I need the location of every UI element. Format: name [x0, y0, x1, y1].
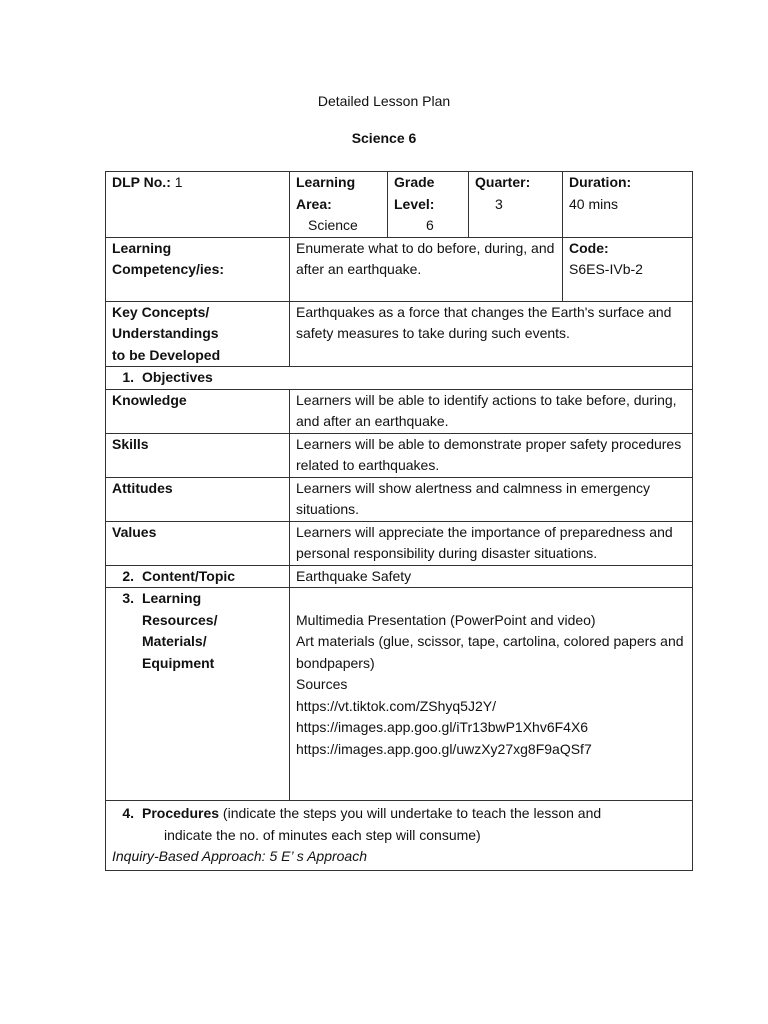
source-link[interactable]: https://images.app.goo.gl/uwzXy27xg8F9aQSf7	[296, 740, 592, 757]
resources-text-cell	[290, 588, 693, 801]
procedures-approach: Inquiry-Based Approach: 5 E’ s Approach	[112, 848, 368, 864]
dlp-value: 1	[174, 174, 183, 190]
learning-area-label: Learning	[296, 174, 356, 190]
resources-label-block	[112, 588, 283, 674]
key-concepts-text: Earthquakes as a force that changes the Earth's surface and safety measures to take during such events.	[290, 301, 693, 367]
objective-row-attitudes	[106, 477, 693, 521]
competency-row	[106, 237, 693, 301]
content-number: 2.	[122, 567, 134, 584]
resources-labels	[142, 588, 217, 674]
code-label: Code:	[569, 239, 609, 256]
document-title: Detailed Lesson Plan	[317, 93, 451, 109]
resources-number: 3.	[122, 590, 134, 606]
objective-row-values	[106, 521, 693, 565]
resources-art-materials: Art materials (glue, scissor, tape, cartolina, colored papers and bondpapers)	[296, 633, 684, 671]
grade-label: Grade	[394, 174, 435, 190]
key-concepts-label-cell	[106, 301, 290, 367]
competency-text: Enumerate what to do before, during, and after an earthquake.	[290, 237, 563, 301]
competency-label-2: Competency/ies:	[112, 261, 225, 277]
procedures-text: (indicate the steps you will undertake to teach the lesson and	[219, 805, 602, 821]
objective-row-skills	[106, 433, 693, 477]
key-concepts-label-3: to be Developed	[112, 346, 221, 363]
objective-label: Values	[106, 521, 290, 565]
content-text: Earthquake Safety	[290, 565, 693, 588]
objective-row-knowledge	[106, 389, 693, 433]
resources-label-3: Materials/	[142, 633, 207, 649]
resources-label-cell	[106, 588, 290, 801]
code-cell	[563, 237, 693, 301]
objective-text: Learners will be able to identify actions to take before, during, and after an earthquake.	[290, 389, 693, 433]
objective-text: Learners will appreciate the importance of preparedness and personal responsibility during disaster situations.	[290, 521, 693, 565]
grade-cell	[388, 172, 469, 238]
objectives-heading-row	[106, 367, 693, 390]
objective-label: Attitudes	[106, 477, 290, 521]
objective-label: Knowledge	[106, 389, 290, 433]
quarter-label: Quarter:	[475, 174, 531, 190]
resources-label-2: Resources/	[142, 611, 218, 628]
source-link[interactable]: https://vt.tiktok.com/ZShyq5J2Y/	[296, 697, 496, 714]
competency-label-cell	[106, 237, 290, 301]
content-label-cell	[106, 565, 290, 588]
learning-area-value: Science	[308, 217, 358, 233]
duration-label: Duration:	[569, 174, 632, 190]
procedures-label: Procedures	[142, 805, 220, 821]
key-concepts-row	[106, 301, 693, 367]
objective-label: Skills	[106, 433, 290, 477]
lesson-plan-table	[105, 171, 693, 871]
competency-label: Learning	[112, 239, 172, 256]
key-concepts-label: Key Concepts/	[112, 303, 210, 320]
resources-multimedia: Multimedia Presentation (PowerPoint and video)	[296, 611, 596, 628]
grade-value: 6	[426, 217, 434, 233]
code-value: S6ES-IVb-2	[569, 261, 643, 277]
header-row	[106, 172, 693, 238]
objectives-title: Objectives	[142, 369, 213, 385]
content-row	[106, 565, 693, 588]
procedures-row	[106, 801, 693, 871]
resources-row	[106, 588, 693, 801]
dlp-cell	[106, 172, 290, 238]
objectives-heading	[106, 367, 693, 390]
learning-area-label-2: Area:	[296, 195, 332, 212]
objective-text: Learners will show alertness and calmness in emergency situations.	[290, 477, 693, 521]
procedures-number: 4.	[122, 805, 134, 821]
key-concepts-label-2: Understandings	[112, 325, 219, 341]
quarter-value: 3	[495, 195, 503, 212]
resources-label-4: Equipment	[142, 654, 215, 671]
resources-sources-label: Sources	[296, 676, 348, 692]
objective-text: Learners will be able to demonstrate proper safety procedures related to earthquakes.	[290, 433, 693, 477]
procedures-cell	[106, 801, 693, 871]
duration-cell	[563, 172, 693, 238]
grade-label-2: Level:	[394, 195, 435, 212]
objectives-number: 1.	[122, 369, 134, 385]
dlp-label: DLP No.:	[112, 174, 171, 190]
quarter-cell	[469, 172, 563, 238]
content-label: Content/Topic	[142, 567, 236, 584]
resources-label: Learning	[142, 590, 202, 606]
procedures-line	[112, 803, 686, 825]
source-link[interactable]: https://images.app.goo.gl/iTr13bwP1Xhv6F4X6	[296, 719, 589, 735]
procedures-text-2: indicate the no. of minutes each step will consume)	[164, 826, 481, 843]
duration-value: 40 mins	[569, 195, 619, 212]
learning-area-cell	[290, 172, 388, 238]
document-subtitle: Science 6	[351, 130, 417, 146]
